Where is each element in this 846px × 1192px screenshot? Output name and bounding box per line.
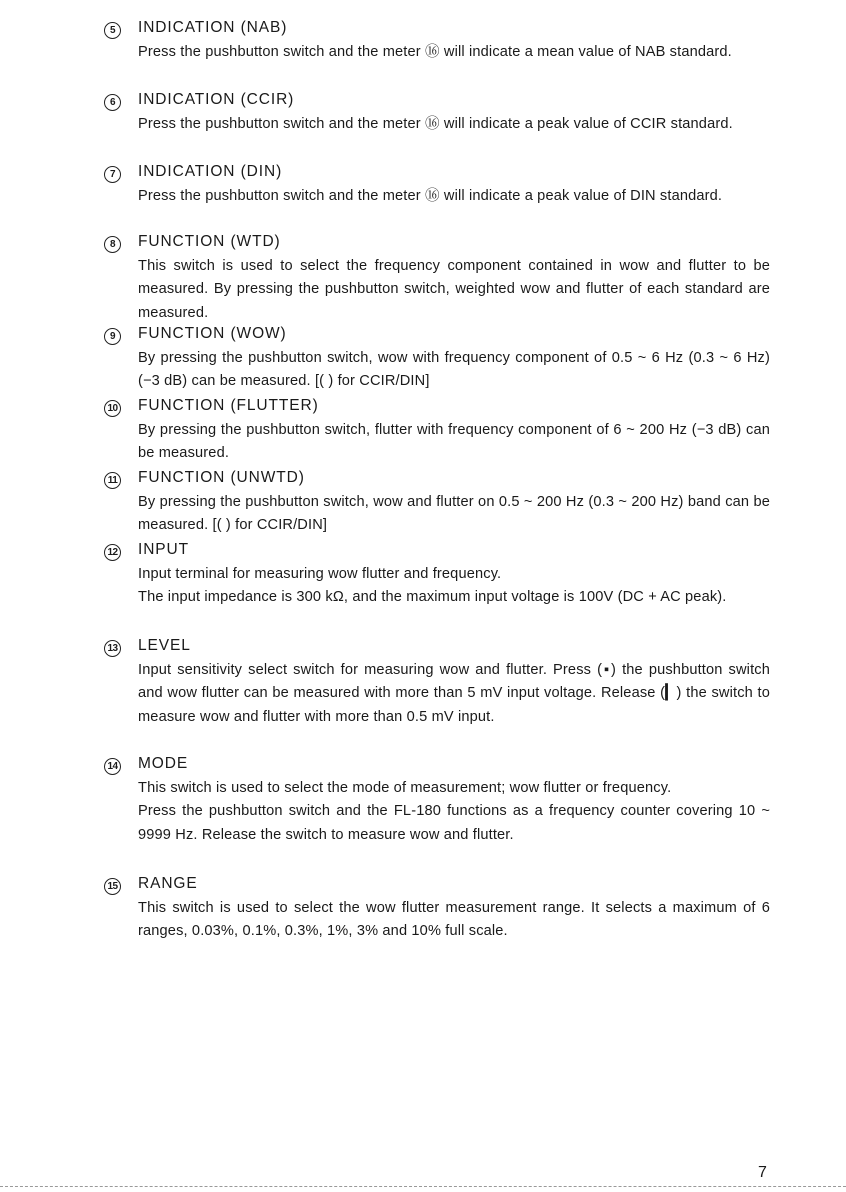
paragraph: The input impedance is 300 kΩ, and the maximum input voltage is 100V (DC + AC peak).	[138, 589, 727, 606]
bottom-divider	[0, 1186, 846, 1187]
section-heading: FUNCTION (FLUTTER)	[138, 397, 319, 414]
section-number: 7	[104, 166, 121, 183]
section-heading: FUNCTION (UNWTD)	[138, 469, 305, 486]
section-heading: LEVEL	[138, 637, 191, 654]
paragraph: By pressing the pushbutton switch, wow and flutter on 0.5 ~ 200 Hz (0.3 ~ 200 Hz) band can be measured. [( ) for CCIR/DIN]	[138, 494, 770, 534]
paragraph: Press the pushbutton switch and the meter ⑯ will indicate a peak value of DIN standard.	[138, 188, 723, 204]
section-number: 6	[104, 94, 121, 111]
section-body	[138, 491, 770, 538]
section-body	[138, 255, 770, 325]
paragraph: Press the pushbutton switch and the FL-180 functions as a frequency counter covering 10 ~ 9999 Hz. Release the switch to measure wow and flutter.	[138, 803, 770, 843]
section-number: 5	[104, 22, 121, 39]
section-heading: INDICATION (CCIR)	[138, 91, 295, 108]
paragraph: Input terminal for measuring wow flutter and frequency.	[138, 566, 502, 582]
section-heading: MODE	[138, 755, 189, 772]
paragraph: Input sensitivity select switch for measuring wow and flutter. Press (▪) the pushbutton switch and wow flutter can be measured with more than 5 mV input voltage. Release (▎) the switch to measure wow and flutter with more than 0.5 mV input.	[138, 662, 770, 725]
section-heading: FUNCTION (WTD)	[138, 233, 281, 250]
section-body	[138, 897, 770, 944]
section-body	[138, 563, 770, 610]
paragraph: This switch is used to select the frequency component contained in wow and flutter to be measured. By pressing the pushbutton switch, weighted wow and flutter of each standard are measured.	[138, 258, 770, 321]
paragraph: Press the pushbutton switch and the meter ⑯ will indicate a mean value of NAB standard.	[138, 44, 732, 60]
section-number: 13	[104, 640, 121, 657]
section-heading: RANGE	[138, 875, 198, 892]
section-number: 10	[104, 400, 121, 417]
paragraph: This switch is used to select the mode of measurement; wow flutter or frequency.	[138, 780, 672, 796]
section-heading: INPUT	[138, 541, 189, 558]
section-body	[138, 347, 770, 394]
section-body	[138, 419, 770, 466]
paragraph: By pressing the pushbutton switch, wow with frequency component of 0.5 ~ 6 Hz (0.3 ~ 6 Hz) (−3 dB) can be measured. [( ) for CCIR/DIN]	[138, 350, 770, 390]
page-number: 7	[758, 1164, 767, 1181]
section-body	[138, 659, 770, 729]
paragraph: This switch is used to select the wow flutter measurement range. It selects a maximum of 6 ranges, 0.03%, 0.1%, 0.3%, 1%, 3% and 10% full scale.	[138, 900, 770, 940]
section-number: 9	[104, 328, 121, 345]
section-heading: INDICATION (NAB)	[138, 19, 288, 36]
paragraph: Press the pushbutton switch and the meter ⑯ will indicate a peak value of CCIR standard.	[138, 116, 733, 132]
section-body	[138, 41, 770, 64]
section-body	[138, 777, 770, 847]
section-number: 8	[104, 236, 121, 253]
section-body	[138, 185, 770, 208]
paragraph: By pressing the pushbutton switch, flutter with frequency component of 6 ~ 200 Hz (−3 dB) can be measured.	[138, 422, 770, 462]
section-number: 12	[104, 544, 121, 561]
section-number: 15	[104, 878, 121, 895]
section-heading: INDICATION (DIN)	[138, 163, 283, 180]
section-number: 11	[104, 472, 121, 489]
section-body	[138, 113, 770, 136]
section-heading: FUNCTION (WOW)	[138, 325, 287, 342]
section-number: 14	[104, 758, 121, 775]
